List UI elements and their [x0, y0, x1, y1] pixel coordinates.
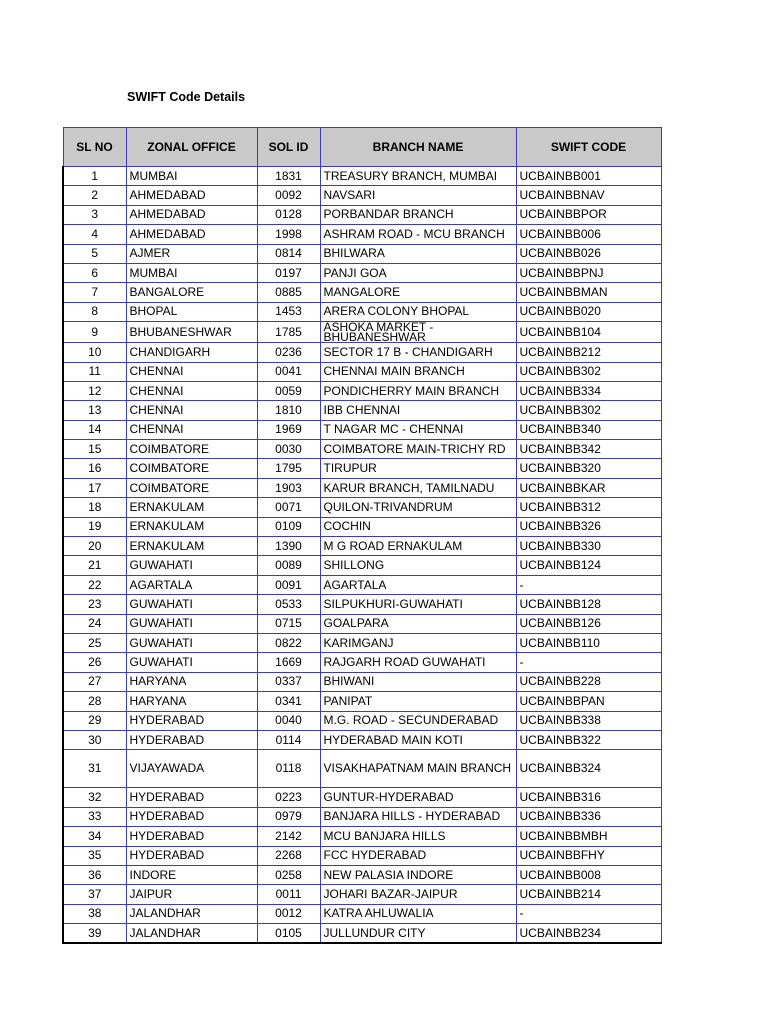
cell-zonal-office: JAIPUR	[126, 885, 257, 904]
cell-branch-name: MCU BANJARA HILLS	[320, 827, 516, 846]
table-row	[63, 205, 661, 224]
cell-sl-no: 9	[63, 322, 126, 343]
cell-sl-no: 30	[63, 730, 126, 749]
cell-sol-id: 2268	[257, 846, 320, 865]
cell-sol-id: 0041	[257, 362, 320, 381]
cell-sol-id: 1810	[257, 401, 320, 420]
cell-zonal-office: AJMER	[126, 244, 257, 263]
cell-branch-name: GOALPARA	[320, 614, 516, 633]
table-row	[63, 420, 661, 439]
cell-sl-no: 33	[63, 807, 126, 826]
cell-zonal-office: HYDERABAD	[126, 730, 257, 749]
cell-sol-id: 0030	[257, 440, 320, 459]
cell-swift-code: UCBAINBB302	[516, 362, 661, 381]
cell-branch-name: FCC HYDERABAD	[320, 846, 516, 865]
table-row	[63, 672, 661, 691]
cell-swift-code: UCBAINBBMAN	[516, 283, 661, 302]
cell-sol-id: 1795	[257, 459, 320, 478]
cell-zonal-office: ERNAKULAM	[126, 517, 257, 536]
cell-swift-code: UCBAINBB026	[516, 244, 661, 263]
cell-swift-code: -	[516, 575, 661, 594]
table-row	[63, 904, 661, 923]
cell-zonal-office: HYDERABAD	[126, 711, 257, 730]
cell-sol-id: 1903	[257, 478, 320, 497]
cell-swift-code: UCBAINBB322	[516, 730, 661, 749]
cell-swift-code: UCBAINBBPNJ	[516, 263, 661, 282]
cell-swift-code: UCBAINBB324	[516, 750, 661, 788]
cell-sl-no: 20	[63, 537, 126, 556]
cell-swift-code: UCBAINBB234	[516, 924, 661, 944]
cell-sol-id: 2142	[257, 827, 320, 846]
cell-sl-no: 29	[63, 711, 126, 730]
cell-sol-id: 0092	[257, 186, 320, 205]
table-row	[63, 653, 661, 672]
cell-zonal-office: BHUBANESHWAR	[126, 322, 257, 343]
cell-swift-code: UCBAINBBKAR	[516, 478, 661, 497]
cell-sol-id: 1669	[257, 653, 320, 672]
cell-sol-id: 0715	[257, 614, 320, 633]
cell-sl-no: 21	[63, 556, 126, 575]
cell-zonal-office: AHMEDABAD	[126, 186, 257, 205]
table-row	[63, 343, 661, 362]
table-row	[63, 244, 661, 263]
cell-branch-name: VISAKHAPATNAM MAIN BRANCH	[320, 750, 516, 788]
cell-zonal-office: MUMBAI	[126, 263, 257, 282]
cell-zonal-office: ERNAKULAM	[126, 537, 257, 556]
cell-zonal-office: GUWAHATI	[126, 614, 257, 633]
cell-zonal-office: COIMBATORE	[126, 440, 257, 459]
cell-sl-no: 16	[63, 459, 126, 478]
cell-sol-id: 0533	[257, 595, 320, 614]
cell-sol-id: 0223	[257, 788, 320, 807]
table-header-row	[63, 128, 661, 167]
cell-swift-code: UCBAINBB008	[516, 865, 661, 884]
cell-sl-no: 32	[63, 788, 126, 807]
cell-sol-id: 1390	[257, 537, 320, 556]
cell-zonal-office: HYDERABAD	[126, 827, 257, 846]
cell-swift-code: UCBAINBB001	[516, 167, 661, 186]
cell-sl-no: 18	[63, 498, 126, 517]
table-row	[63, 788, 661, 807]
cell-swift-code: UCBAINBBFHY	[516, 846, 661, 865]
cell-sl-no: 6	[63, 263, 126, 282]
cell-swift-code: UCBAINBB342	[516, 440, 661, 459]
cell-swift-code: UCBAINBB126	[516, 614, 661, 633]
cell-branch-name: KARUR BRANCH, TAMILNADU	[320, 478, 516, 497]
cell-zonal-office: INDORE	[126, 865, 257, 884]
cell-swift-code: UCBAINBBNAV	[516, 186, 661, 205]
table-row	[63, 595, 661, 614]
cell-zonal-office: HYDERABAD	[126, 788, 257, 807]
header-branch-name: BRANCH NAME	[320, 128, 516, 167]
cell-swift-code: UCBAINBB020	[516, 302, 661, 321]
cell-zonal-office: GUWAHATI	[126, 633, 257, 652]
cell-zonal-office: CHENNAI	[126, 401, 257, 420]
cell-sol-id: 0091	[257, 575, 320, 594]
cell-zonal-office: BHOPAL	[126, 302, 257, 321]
cell-swift-code: UCBAINBB302	[516, 401, 661, 420]
cell-branch-name: ASHRAM ROAD - MCU BRANCH	[320, 225, 516, 244]
table-row	[63, 498, 661, 517]
swift-code-table	[62, 127, 662, 944]
table-row	[63, 537, 661, 556]
cell-sol-id: 0128	[257, 205, 320, 224]
cell-swift-code: UCBAINBB330	[516, 537, 661, 556]
table-row	[63, 167, 661, 186]
cell-branch-name: GUNTUR-HYDERABAD	[320, 788, 516, 807]
cell-zonal-office: AHMEDABAD	[126, 205, 257, 224]
table-row	[63, 827, 661, 846]
cell-zonal-office: BANGALORE	[126, 283, 257, 302]
cell-sl-no: 14	[63, 420, 126, 439]
cell-branch-name: COCHIN	[320, 517, 516, 536]
cell-zonal-office: VIJAYAWADA	[126, 750, 257, 788]
cell-zonal-office: COIMBATORE	[126, 478, 257, 497]
cell-zonal-office: GUWAHATI	[126, 556, 257, 575]
table-row	[63, 225, 661, 244]
cell-branch-name: PANIPAT	[320, 692, 516, 711]
cell-branch-name: M G ROAD ERNAKULAM	[320, 537, 516, 556]
table-row	[63, 750, 661, 788]
table-row	[63, 381, 661, 400]
cell-swift-code: -	[516, 904, 661, 923]
cell-zonal-office: JALANDHAR	[126, 904, 257, 923]
cell-branch-name: NEW PALASIA INDORE	[320, 865, 516, 884]
cell-sol-id: 0071	[257, 498, 320, 517]
cell-branch-name: BANJARA HILLS - HYDERABAD	[320, 807, 516, 826]
table-row	[63, 807, 661, 826]
cell-swift-code: UCBAINBB338	[516, 711, 661, 730]
cell-swift-code: UCBAINBB320	[516, 459, 661, 478]
cell-sol-id: 0114	[257, 730, 320, 749]
cell-sl-no: 22	[63, 575, 126, 594]
cell-swift-code: UCBAINBB110	[516, 633, 661, 652]
cell-sl-no: 31	[63, 750, 126, 788]
table-row	[63, 362, 661, 381]
table-row	[63, 633, 661, 652]
cell-sl-no: 34	[63, 827, 126, 846]
cell-sol-id: 0040	[257, 711, 320, 730]
cell-zonal-office: CHENNAI	[126, 420, 257, 439]
table-row	[63, 517, 661, 536]
cell-branch-name: TIRUPUR	[320, 459, 516, 478]
table-row	[63, 302, 661, 321]
cell-branch-name: PORBANDAR BRANCH	[320, 205, 516, 224]
cell-zonal-office: CHENNAI	[126, 362, 257, 381]
cell-branch-name: T NAGAR MC - CHENNAI	[320, 420, 516, 439]
cell-branch-name: HYDERABAD MAIN KOTI	[320, 730, 516, 749]
table-row	[63, 865, 661, 884]
cell-branch-name: AGARTALA	[320, 575, 516, 594]
cell-zonal-office: HYDERABAD	[126, 807, 257, 826]
table-row	[63, 556, 661, 575]
cell-sl-no: 38	[63, 904, 126, 923]
table-row	[63, 730, 661, 749]
cell-sl-no: 19	[63, 517, 126, 536]
cell-swift-code: -	[516, 653, 661, 672]
cell-swift-code: UCBAINBBPOR	[516, 205, 661, 224]
cell-sol-id: 0012	[257, 904, 320, 923]
cell-zonal-office: COIMBATORE	[126, 459, 257, 478]
cell-branch-name: KATRA AHLUWALIA	[320, 904, 516, 923]
cell-branch-name: SILPUKHURI-GUWAHATI	[320, 595, 516, 614]
table-row	[63, 440, 661, 459]
cell-branch-name: ARERA COLONY BHOPAL	[320, 302, 516, 321]
cell-branch-name: CHENNAI MAIN BRANCH	[320, 362, 516, 381]
cell-sl-no: 2	[63, 186, 126, 205]
cell-branch-name: RAJGARH ROAD GUWAHATI	[320, 653, 516, 672]
cell-sol-id: 0258	[257, 865, 320, 884]
header-zonal-office: ZONAL OFFICE	[126, 128, 257, 167]
cell-swift-code: UCBAINBB340	[516, 420, 661, 439]
cell-sl-no: 1	[63, 167, 126, 186]
table-row	[63, 885, 661, 904]
cell-branch-name: SHILLONG	[320, 556, 516, 575]
cell-branch-name: MANGALORE	[320, 283, 516, 302]
cell-sl-no: 28	[63, 692, 126, 711]
cell-sol-id: 0341	[257, 692, 320, 711]
cell-swift-code: UCBAINBB312	[516, 498, 661, 517]
cell-sol-id: 0059	[257, 381, 320, 400]
table-row	[63, 459, 661, 478]
table-row	[63, 283, 661, 302]
cell-branch-name: SECTOR 17 B - CHANDIGARH	[320, 343, 516, 362]
cell-swift-code: UCBAINBBPAN	[516, 692, 661, 711]
cell-sol-id: 1785	[257, 322, 320, 343]
cell-swift-code: UCBAINBB334	[516, 381, 661, 400]
cell-sl-no: 15	[63, 440, 126, 459]
cell-zonal-office: HYDERABAD	[126, 846, 257, 865]
cell-sl-no: 24	[63, 614, 126, 633]
table-row	[63, 692, 661, 711]
cell-swift-code: UCBAINBB316	[516, 788, 661, 807]
cell-zonal-office: AGARTALA	[126, 575, 257, 594]
cell-swift-code: UCBAINBB214	[516, 885, 661, 904]
cell-zonal-office: ERNAKULAM	[126, 498, 257, 517]
cell-sl-no: 7	[63, 283, 126, 302]
header-sol-id: SOL ID	[257, 128, 320, 167]
cell-swift-code: UCBAINBB124	[516, 556, 661, 575]
header-swift-code: SWIFT CODE	[516, 128, 661, 167]
cell-sl-no: 8	[63, 302, 126, 321]
cell-sl-no: 37	[63, 885, 126, 904]
header-sl-no: SL NO	[63, 128, 126, 167]
cell-sl-no: 11	[63, 362, 126, 381]
cell-swift-code: UCBAINBB006	[516, 225, 661, 244]
cell-branch-name: ASHOKA MARKET - BHUBANESHWAR	[320, 322, 516, 343]
cell-sol-id: 0118	[257, 750, 320, 788]
cell-sol-id: 1831	[257, 167, 320, 186]
cell-sl-no: 36	[63, 865, 126, 884]
cell-sol-id: 0011	[257, 885, 320, 904]
cell-branch-name: COIMBATORE MAIN-TRICHY RD	[320, 440, 516, 459]
cell-branch-name: BHIWANI	[320, 672, 516, 691]
cell-branch-name: NAVSARI	[320, 186, 516, 205]
page-title: SWIFT Code Details	[127, 90, 246, 104]
cell-branch-name: PANJI GOA	[320, 263, 516, 282]
table-row	[63, 846, 661, 865]
table-row	[63, 478, 661, 497]
cell-swift-code: UCBAINBB128	[516, 595, 661, 614]
cell-zonal-office: CHENNAI	[126, 381, 257, 400]
cell-sol-id: 0885	[257, 283, 320, 302]
cell-swift-code: UCBAINBBMBH	[516, 827, 661, 846]
cell-branch-name: JOHARI BAZAR-JAIPUR	[320, 885, 516, 904]
cell-branch-name: TREASURY BRANCH, MUMBAI	[320, 167, 516, 186]
cell-zonal-office: GUWAHATI	[126, 595, 257, 614]
table-row	[63, 614, 661, 633]
table-row	[63, 263, 661, 282]
cell-branch-name: M.G. ROAD - SECUNDERABAD	[320, 711, 516, 730]
cell-branch-name: PONDICHERRY MAIN BRANCH	[320, 381, 516, 400]
cell-zonal-office: CHANDIGARH	[126, 343, 257, 362]
cell-sol-id: 0337	[257, 672, 320, 691]
cell-sol-id: 0822	[257, 633, 320, 652]
cell-sl-no: 13	[63, 401, 126, 420]
cell-sl-no: 10	[63, 343, 126, 362]
cell-sl-no: 17	[63, 478, 126, 497]
cell-sol-id: 0109	[257, 517, 320, 536]
cell-zonal-office: AHMEDABAD	[126, 225, 257, 244]
cell-sl-no: 26	[63, 653, 126, 672]
cell-sl-no: 35	[63, 846, 126, 865]
cell-sol-id: 0089	[257, 556, 320, 575]
cell-sol-id: 1998	[257, 225, 320, 244]
table-row	[63, 711, 661, 730]
cell-zonal-office: GUWAHATI	[126, 653, 257, 672]
cell-zonal-office: JALANDHAR	[126, 924, 257, 944]
table-row	[63, 322, 661, 343]
cell-sl-no: 3	[63, 205, 126, 224]
cell-swift-code: UCBAINBB104	[516, 322, 661, 343]
cell-sol-id: 0197	[257, 263, 320, 282]
cell-sol-id: 0236	[257, 343, 320, 362]
cell-sl-no: 27	[63, 672, 126, 691]
cell-sl-no: 5	[63, 244, 126, 263]
cell-branch-name: KARIMGANJ	[320, 633, 516, 652]
cell-branch-name: IBB CHENNAI	[320, 401, 516, 420]
cell-swift-code: UCBAINBB228	[516, 672, 661, 691]
cell-branch-name: JULLUNDUR CITY	[320, 924, 516, 944]
cell-sol-id: 0105	[257, 924, 320, 944]
cell-sl-no: 12	[63, 381, 126, 400]
cell-branch-name: BHILWARA	[320, 244, 516, 263]
cell-zonal-office: MUMBAI	[126, 167, 257, 186]
cell-sol-id: 0814	[257, 244, 320, 263]
cell-branch-name: QUILON-TRIVANDRUM	[320, 498, 516, 517]
cell-swift-code: UCBAINBB326	[516, 517, 661, 536]
table-row	[63, 924, 661, 944]
cell-sl-no: 39	[63, 924, 126, 944]
cell-sol-id: 0979	[257, 807, 320, 826]
cell-zonal-office: HARYANA	[126, 672, 257, 691]
cell-zonal-office: HARYANA	[126, 692, 257, 711]
cell-sol-id: 1453	[257, 302, 320, 321]
cell-sol-id: 1969	[257, 420, 320, 439]
cell-sl-no: 25	[63, 633, 126, 652]
table-row	[63, 186, 661, 205]
table-row	[63, 575, 661, 594]
cell-sl-no: 23	[63, 595, 126, 614]
table-row	[63, 401, 661, 420]
cell-sl-no: 4	[63, 225, 126, 244]
cell-swift-code: UCBAINBB212	[516, 343, 661, 362]
cell-swift-code: UCBAINBB336	[516, 807, 661, 826]
